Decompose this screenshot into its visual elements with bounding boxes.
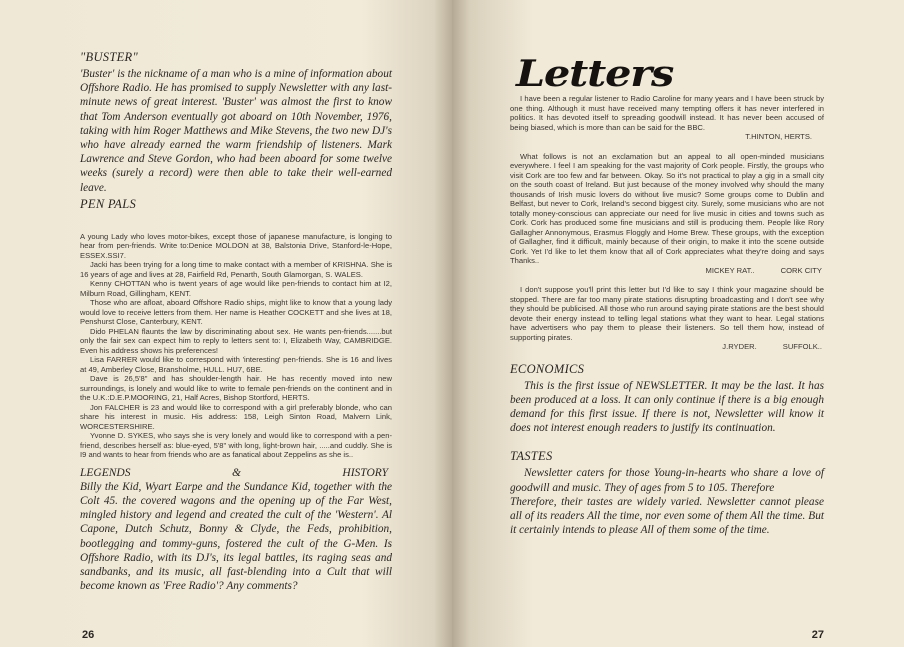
left-column <box>80 50 392 593</box>
pen-pal-entry: Kenny CHOTTAN who is twent years of age would like pen-friends to contact him at I2, Milburn Road, Gillingham, KENT. <box>80 279 392 298</box>
buster-heading: "BUSTER" <box>80 50 139 64</box>
signature-name: MICKEY RAT.. <box>705 265 755 275</box>
signature-place: SUFFOLK.. <box>782 342 822 351</box>
legends-heading-amp: & <box>231 466 241 479</box>
page-number-right: 27 <box>811 629 824 641</box>
economics-heading: ECONOMICS <box>510 361 585 376</box>
letter-2 <box>510 152 824 276</box>
pen-pal-entry: Dido PHELAN flaunts the law by discriminating about sex. He wants pen-friends.......but only the fair sex can expect him to reply to letters sent to: I, Elizabeth Way, CAMBRIDGE. Even his address shows his preferences! <box>80 326 392 355</box>
signature-name: J.RYDER. <box>722 342 757 351</box>
pen-pals-heading: PEN PALS <box>80 196 136 211</box>
tastes-heading: TASTES <box>510 449 553 464</box>
right-page <box>452 0 904 647</box>
legends-heading <box>80 467 392 479</box>
tastes-text-1: Newsletter caters for those Young-in-hearts who share a love of goodwill and music. They of ages from 5 to 105. Therefore <box>510 467 824 494</box>
economics-text: This is the first issue of NEWSLETTER. It may be the last. It has been produced at a loss. It can only continue if there is a big enough demand for this first issue. If there is not, Newsletter will know it does not interest enough readers to justify its continuation. <box>510 379 824 435</box>
letter-signature <box>510 342 824 352</box>
legends-heading-left: LEGENDS <box>80 466 131 479</box>
pen-pals-list <box>80 232 392 460</box>
letters-title: Letters <box>516 53 674 95</box>
pen-pal-entry: Yvonne D. SYKES, who says she is very lonely and would like to correspond with a pen-friend, describes herself as: blue-eyed, 5'8" with long, light-brown hair, .....and cuddly. She is I9 and wants to hear from friends who are as fanatical about Zeppelins as she is.. <box>80 431 392 460</box>
pen-pal-entry: Dave is 26,5'8" and has shoulder-length hair. He has recently moved into new surroundings, is lonely and would like to write to female pen-friends on the continent and in the U.K.:D.E.P.MOORING, 21, Half Acres, Bishop Stortford, HERTS. <box>80 374 392 403</box>
letter-1 <box>510 94 824 142</box>
pen-pal-entry: Lisa FARRER would like to correspond with 'interesting' pen-friends. She is 16 and lives at 49, Amberley Close, Bransholme, HULL. HU7, 6BE. <box>80 355 392 374</box>
right-column <box>510 53 824 537</box>
pen-pal-entry: Jon FALCHER is 23 and would like to correspond with a girl preferably blonde, who can share his interest in music. His address: 158, Leigh Sinton Road, Malvern Link, WORCESTERSHIRE. <box>80 402 392 431</box>
tastes-text-2: Therefore, their tastes are widely varied. Newsletter cannot please all of its readers All the time, nor even some of them All the time. But it certainly intends to please All of them some of the time. <box>510 495 824 537</box>
legends-text: Billy the Kid, Wyart Earpe and the Sundance Kid, together with the Colt 45. the covered wagons and the opening up of the Far West, mingled history and legend and created the cult of the 'Western'. Al Capone, Dutch Schutz, Bonny & Clyde, the Feds, prohibition, bootlegging and tommy-guns, fostered the cult of the G-Men. Is Offshore Radio, with its DJ's, its legal battles, its raging seas and sandbanks, and its music, all fast-blending into a Cult that will become known as 'Free Radio'? Any comments? <box>80 480 392 593</box>
letter-text: I don't suppose you'll print this letter but I'd like to say I think your magazine should be stopped. There are far too many pirate stations disrupting broadcasting and I don't see why they should be publicised. All those who run around saying pirate stations are the best should devote their energy instead to telling legal stations what they want to hear. Legal stations have advertisers who pay them to please their listeners. So tell them how, instead of supporting pirates. <box>510 285 824 342</box>
buster-text: 'Buster' is the nickname of a man who is a mine of information about Offshore Radio. He has promised to supply Newsletter with any last-minute news of great interest. 'Buster' was almost the first to know that Tom Anderson eventually got aboard on 10th November, 1976, taking with him Roger Matthews and Mike Stevens, the two new DJ's who have already earned the warm friendship of listeners. Mark Lawrence and Steve Gordon, who had been aboard for some twelve weeks (surely a record) were then able to take their well-earned leave. <box>80 68 392 194</box>
pen-pal-entry: Those who are afloat, aboard Offshore Radio ships, might like to know that a young lady would love to receive letters from them. Her name is Heather COCKETT and she lives at 18, Penshurst Close, Canterbury, KENT. <box>80 298 392 327</box>
letter-signature: T.HINTON, HERTS. <box>745 132 812 141</box>
letter-signature <box>510 266 824 276</box>
signature-place: CORK CITY <box>780 265 822 275</box>
letter-text: I have been a regular listener to Radio Caroline for many years and I have been struck by one thing. Although it must have received many tempting offers it has never interfered in politics. It has devoted itself to spreading goodwill instead. It has never been accused of being biased, which is more than can be said for the BBC. <box>510 94 824 132</box>
pen-pal-entry: A young Lady who loves motor-bikes, except those of japanese manufacture, is longing to hear from pen-friends. Write to:Denice MOLDON at 38, Balstonia Drive, Stanford-le-Hope, ESSEX.SSI7. <box>80 231 392 260</box>
legends-heading-right: HISTORY <box>342 466 388 479</box>
page-number-left: 26 <box>82 629 95 641</box>
pen-pal-entry: Jacki has been trying for a long time to make contact with a member of KRISHNA. She is 16 years of age and lives at 28, Fairfield Rd, Penarth, South Glamorgan, S. WALES. <box>80 260 392 279</box>
letter-3 <box>510 285 824 352</box>
letter-text: What follows is not an exclamation but an appeal to all open-minded musicians everywhere. I feel I am speaking for the vast majority of Cork people. Firstly, the groups who visit Cork are too few and far between. Okay. So it's not practical to play a gig in a small city on the south coast of Ireland. But just because of the money involved why should the many thousands of Irish music lovers do without live music? Some groups come to Dublin and Belfast, but never to Cork, Ireland's second biggest city. Surely, some musicians who are not totally money-conscious can appreciate our need for live music in cities and towns such as Cork. Cork has produced some fine musicians and still is producing them. People like Rory Gallagher Annonymous, Erasmus Floggly and Home Brew. These groups, with the exception of Gallagher, find it difficult, mainly because of their origin, to make it into the scene outside Cork. Yet I'd like to let them know that all of Cork appreciates what they're doing and says Thanks.. <box>510 151 824 265</box>
